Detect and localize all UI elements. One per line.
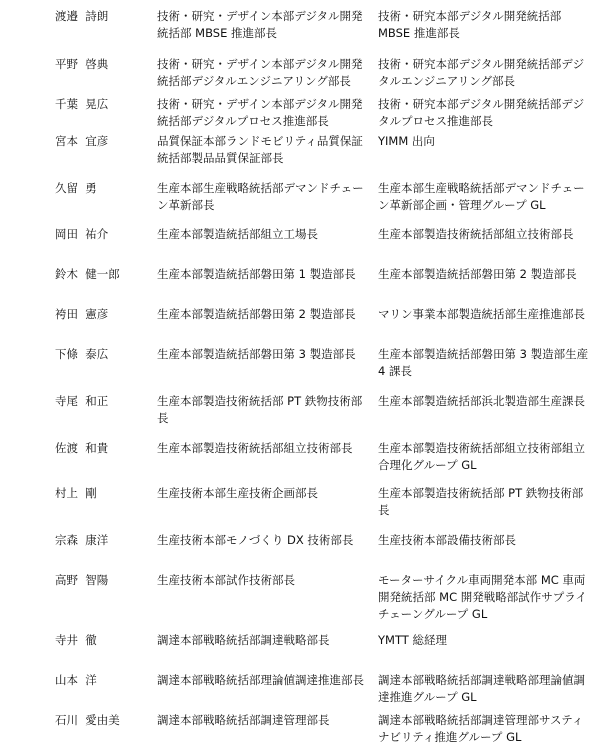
previous-position: マリン事業本部製造統括部生産推進部長: [378, 307, 585, 321]
previous-position: モーターサイクル車両開発本部 MC 車両開発統括部 MC 開発戦略部試作サプライチェーングループ GL: [378, 573, 587, 621]
previous-position: 生産本部製造技術統括部 PT 鉄物技術部長: [378, 486, 584, 517]
new-position: 生産本部製造技術統括部 PT 鉄物技術部長: [157, 394, 363, 425]
person-name: 宮本 宜彦: [55, 134, 109, 148]
previous-position: YIMM 出向: [378, 134, 435, 148]
previous-position: 生産本部生産戦略統括部デマンドチェーン革新部企画・管理グループ GL: [378, 181, 585, 212]
new-position: 生産技術本部生産技術企画部長: [157, 486, 318, 500]
person-name: 高野 智陽: [55, 573, 109, 587]
person-name: 岡田 祐介: [55, 227, 109, 241]
previous-position: YMTT 総経理: [378, 633, 447, 647]
new-position: 生産本部製造統括部磐田第 2 製造部長: [157, 307, 356, 321]
new-position: 生産技術本部試作技術部長: [157, 573, 295, 587]
person-name: 下條 泰広: [55, 347, 109, 361]
new-position: 生産本部製造統括部磐田第 3 製造部長: [157, 347, 356, 361]
previous-position: 生産本部製造統括部磐田第 2 製造部長: [378, 267, 577, 281]
new-position: 生産本部製造統括部組立工場長: [157, 227, 318, 241]
previous-position: 調達本部戦略統括部調達戦略部理論値調達推進グループ GL: [378, 673, 585, 704]
new-position: 生産本部製造技術統括部組立技術部長: [157, 441, 353, 455]
previous-position: 生産本部製造技術統括部組立技術部組立合理化グループ GL: [378, 441, 585, 472]
new-position: 調達本部戦略統括部調達管理部長: [157, 713, 330, 727]
previous-position: 生産本部製造統括部浜北製造部生産課長: [378, 394, 585, 408]
person-name: 寺井 徹: [55, 633, 97, 647]
new-position: 調達本部戦略統括部調達戦略部長: [157, 633, 330, 647]
new-position: 調達本部戦略統括部理論値調達推進部長: [157, 673, 364, 687]
new-position: 技術・研究・デザイン本部デジタル開発統括部 MBSE 推進部長: [157, 9, 363, 40]
previous-position: 技術・研究本部デジタル開発統括部デジタルプロセス推進部長: [378, 97, 585, 128]
person-name: 袴田 憲彦: [55, 307, 109, 321]
new-position: 生産本部製造統括部磐田第 1 製造部長: [157, 267, 356, 281]
person-name: 石川 愛由美: [55, 713, 120, 727]
person-name: 久留 勇: [55, 181, 97, 195]
person-name: 渡邉 詩朗: [55, 9, 109, 23]
new-position: 品質保証本部ランドモビリティ品質保証統括部製品品質保証部長: [157, 134, 363, 165]
previous-position: 生産本部製造統括部磐田第 3 製造部生産 4 課長: [378, 347, 589, 378]
previous-position: 技術・研究本部デジタル開発統括部デジタルエンジニアリング部長: [378, 57, 585, 88]
person-name: 寺尾 和正: [55, 394, 109, 408]
person-name: 佐渡 和貴: [55, 441, 109, 455]
person-name: 平野 啓典: [55, 57, 109, 71]
previous-position: 技術・研究本部デジタル開発統括部 MBSE 推進部長: [378, 9, 562, 40]
person-name: 宗森 康洋: [55, 533, 109, 547]
previous-position: 調達本部戦略統括部調達管理部サスティナビリティ推進グループ GL: [378, 713, 584, 744]
previous-position: 生産技術本部設備技術部長: [378, 533, 516, 547]
person-name: 千葉 晃広: [55, 97, 109, 111]
previous-position: 生産本部製造技術統括部組立技術部長: [378, 227, 574, 241]
person-name: 山本 洋: [55, 673, 97, 687]
new-position: 技術・研究・デザイン本部デジタル開発統括部デジタルプロセス推進部長: [157, 97, 363, 128]
person-name: 村上 剛: [55, 486, 97, 500]
new-position: 技術・研究・デザイン本部デジタル開発統括部デジタルエンジニアリング部長: [157, 57, 363, 88]
person-name: 鈴木 健一郎: [55, 267, 120, 281]
new-position: 生産本部生産戦略統括部デマンドチェーン革新部長: [157, 181, 364, 212]
new-position: 生産技術本部モノづくり DX 技術部長: [157, 533, 354, 547]
